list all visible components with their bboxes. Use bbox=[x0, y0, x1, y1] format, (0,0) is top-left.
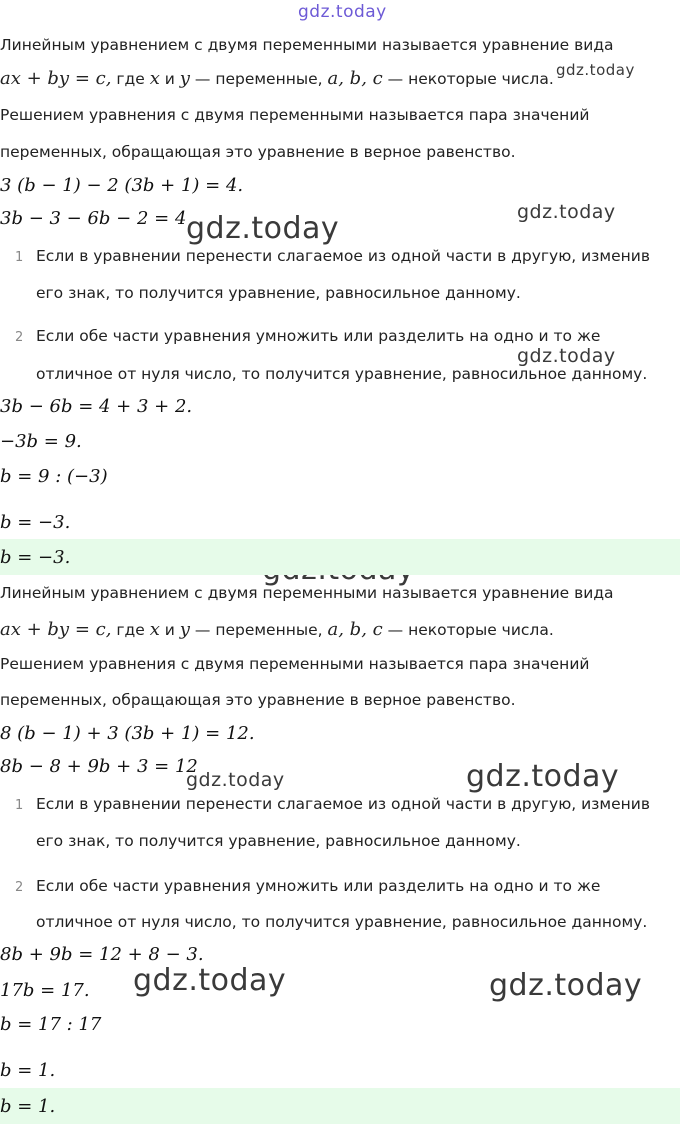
rule-1-line-2: его знак, то получится уравнение, равносильное данному. bbox=[36, 832, 521, 850]
equation-1: 8 (b − 1) + 3 (3b + 1) = 12. bbox=[0, 723, 255, 744]
text-fragment: — переменные, bbox=[189, 70, 328, 88]
rule-1-line-2: его знак, то получится уравнение, равносильное данному. bbox=[36, 284, 521, 302]
answer-highlight bbox=[0, 1088, 680, 1124]
answer: b = −3. bbox=[0, 547, 71, 568]
definition-line-1: Линейным уравнением с двумя переменными называется уравнение вида bbox=[0, 36, 614, 54]
answer: b = 1. bbox=[0, 1096, 56, 1117]
step-2: −3b = 9. bbox=[0, 431, 82, 452]
step-3: b = 17 : 17 bbox=[0, 1014, 102, 1035]
watermark: gdz.today bbox=[133, 963, 287, 998]
text-fragment: — некоторые числа. bbox=[382, 621, 554, 639]
text-fragment: и bbox=[159, 70, 180, 88]
rule-2-line-2: отличное от нуля число, то получится уравнение, равносильное данному. bbox=[36, 913, 648, 931]
rule-1-line-1: Если в уравнении перенести слагаемое из одной части в другую, изменив bbox=[36, 247, 650, 265]
text-fragment: и bbox=[159, 621, 180, 639]
rule-number: 2 bbox=[15, 880, 24, 895]
rule-number: 2 bbox=[15, 330, 24, 345]
var-x: x bbox=[149, 619, 160, 640]
step-4: b = 1. bbox=[0, 1060, 56, 1081]
solution-definition-line-1: Решением уравнения с двумя переменными называется пара значений bbox=[0, 655, 590, 673]
rule-1-line-1: Если в уравнении перенести слагаемое из одной части в другую, изменив bbox=[36, 795, 650, 813]
equation-2: 8b − 8 + 9b + 3 = 12 bbox=[0, 756, 198, 777]
equation-2: 3b − 3 − 6b − 2 = 4 bbox=[0, 208, 187, 229]
formula: ax + by = c, bbox=[0, 68, 112, 89]
step-1: 3b − 6b = 4 + 3 + 2. bbox=[0, 396, 193, 417]
rule-number: 1 bbox=[15, 798, 24, 813]
definition-line-2 bbox=[0, 619, 554, 640]
var-y: y bbox=[179, 68, 190, 89]
watermark: gdz.today bbox=[186, 211, 340, 246]
definition-line-2 bbox=[0, 68, 554, 89]
formula: ax + by = c, bbox=[0, 619, 112, 640]
watermark: gdz.today bbox=[517, 201, 616, 223]
rule-2-line-1: Если обе части уравнения умножить или разделить на одно и то же bbox=[36, 877, 601, 895]
solution-definition-line-2: переменных, обращающая это уравнение в верное равенство. bbox=[0, 691, 516, 709]
rule-2-line-2: отличное от нуля число, то получится уравнение, равносильное данному. bbox=[36, 365, 648, 383]
solution-definition-line-1: Решением уравнения с двумя переменными называется пара значений bbox=[0, 106, 590, 124]
answer-highlight bbox=[0, 539, 680, 575]
text-fragment: — переменные, bbox=[189, 621, 328, 639]
rule-number: 1 bbox=[15, 250, 24, 265]
equation-1: 3 (b − 1) − 2 (3b + 1) = 4. bbox=[0, 175, 244, 196]
step-2: 17b = 17. bbox=[0, 980, 90, 1001]
step-3: b = 9 : (−3) bbox=[0, 466, 108, 487]
watermark: gdz.today bbox=[517, 345, 616, 367]
text-fragment: — некоторые числа. bbox=[382, 70, 554, 88]
watermark: gdz.today bbox=[489, 968, 643, 1003]
text-fragment: где bbox=[111, 70, 150, 88]
watermark: gdz.today bbox=[186, 769, 285, 791]
watermark: gdz.today bbox=[556, 61, 635, 79]
var-y: y bbox=[179, 619, 190, 640]
solution-definition-line-2: переменных, обращающая это уравнение в верное равенство. bbox=[0, 143, 516, 161]
coefficients: a, b, c bbox=[327, 619, 383, 640]
watermark-top: gdz.today bbox=[298, 2, 387, 22]
rule-2-line-1: Если обе части уравнения умножить или разделить на одно и то же bbox=[36, 327, 601, 345]
step-1: 8b + 9b = 12 + 8 − 3. bbox=[0, 944, 204, 965]
definition-line-1: Линейным уравнением с двумя переменными называется уравнение вида bbox=[0, 584, 614, 602]
step-4: b = −3. bbox=[0, 512, 71, 533]
coefficients: a, b, c bbox=[327, 68, 383, 89]
watermark: gdz.today bbox=[466, 759, 620, 794]
var-x: x bbox=[149, 68, 160, 89]
text-fragment: где bbox=[111, 621, 150, 639]
